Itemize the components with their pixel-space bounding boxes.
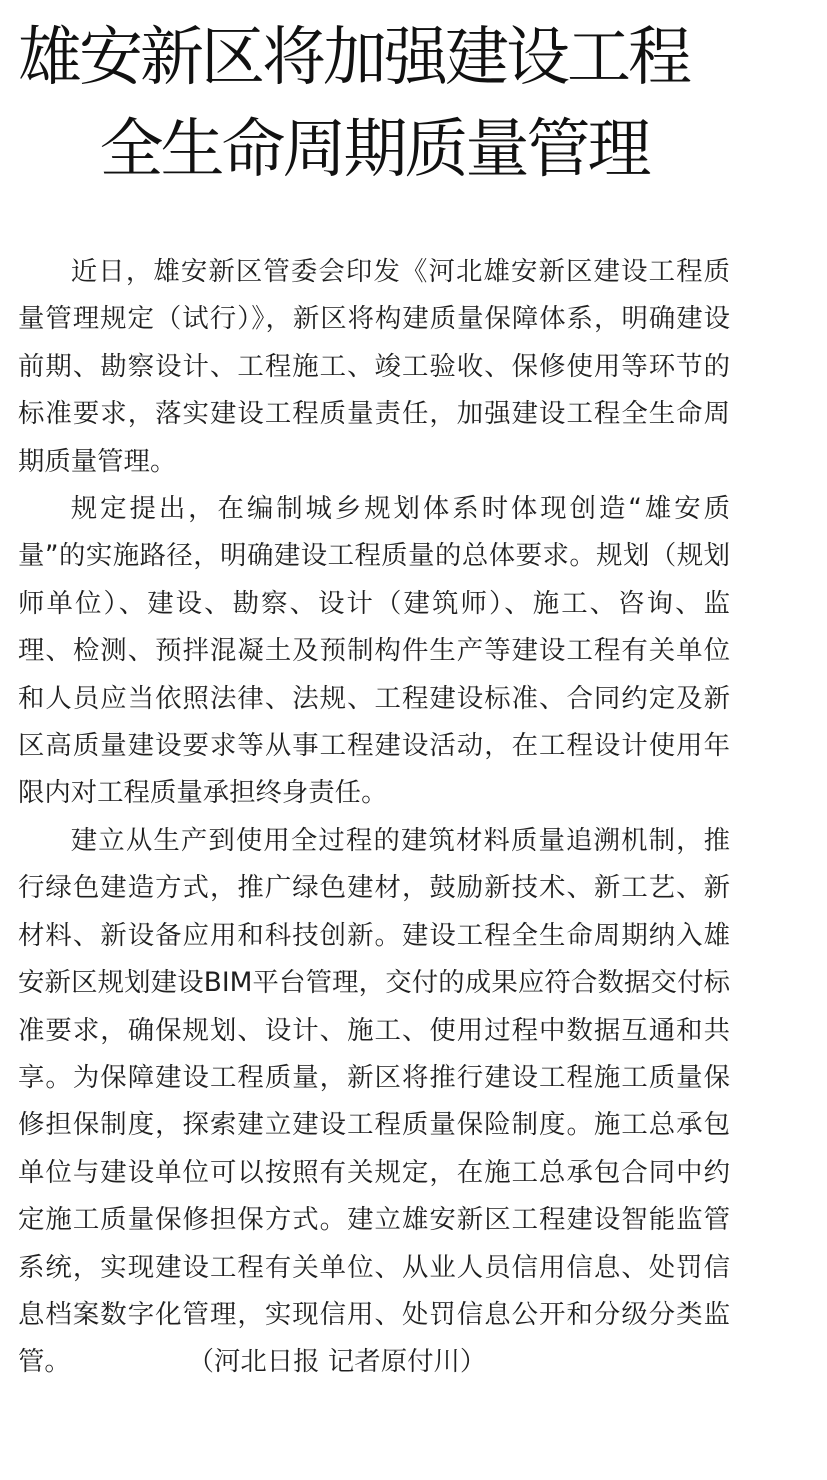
headline — [18, 0, 730, 196]
paragraph-3-text: 建立从生产到使用全过程的建筑材料质量追溯机制，推行绿色建造方式，推广绿色建材，鼓励新技术、新工艺、新材料、新设备应用和科技创新。建设工程全生命周期纳入雄安新区规划建设BIM平台管理，交付的成果应符合数据交付标准要求，确保规划、设计、施工、使用过程中数据互通和共享。为保障建设工程质量，新区将推行建设工程施工质量保修担保制度，探索建立建设工程质量保险制度。施工总承包单位与建设单位可以按照有关规定，在施工总承包合同中约定施工质量保修担保方式。建立雄安新区工程建设智能监管系统，实现建设工程有关单位、从业人员信用信息、处罚信息档案数字化管理，实现信用、处罚信息公开和分级分类监管。 — [18, 824, 730, 1378]
article — [18, 0, 730, 1386]
paragraph-2: 规定提出，在编制城乡规划体系时体现创造“雄安质量”的实施路径，明确建设工程质量的总体要求。规划（规划师单位）、建设、勘察、设计（建筑师）、施工、咨询、监理、检测、预拌混凝土及预制构件生产等建设工程有关单位和人员应当依照法律、法规、工程建设标准、合同约定及新区高质量建设要求等从事工程建设活动，在工程设计使用年限内对工程质量承担终身责任。 — [18, 493, 730, 809]
paragraph-1: 近日，雄安新区管委会印发《河北雄安新区建设工程质量管理规定（试行）》，新区将构建质量保障体系，明确建设前期、勘察设计、工程施工、竣工验收、保修使用等环节的标准要求，落实建设工程质量责任，加强建设工程全生命周期质量管理。 — [18, 256, 730, 477]
paragraph-3 — [18, 817, 730, 1386]
byline: （河北日报 记者原付川） — [187, 1346, 487, 1378]
headline-line-2: 全生命周期质量管理 — [99, 113, 649, 187]
article-body — [18, 248, 730, 1386]
headline-line-1: 雄安新区将加强建设工程 — [18, 21, 689, 95]
